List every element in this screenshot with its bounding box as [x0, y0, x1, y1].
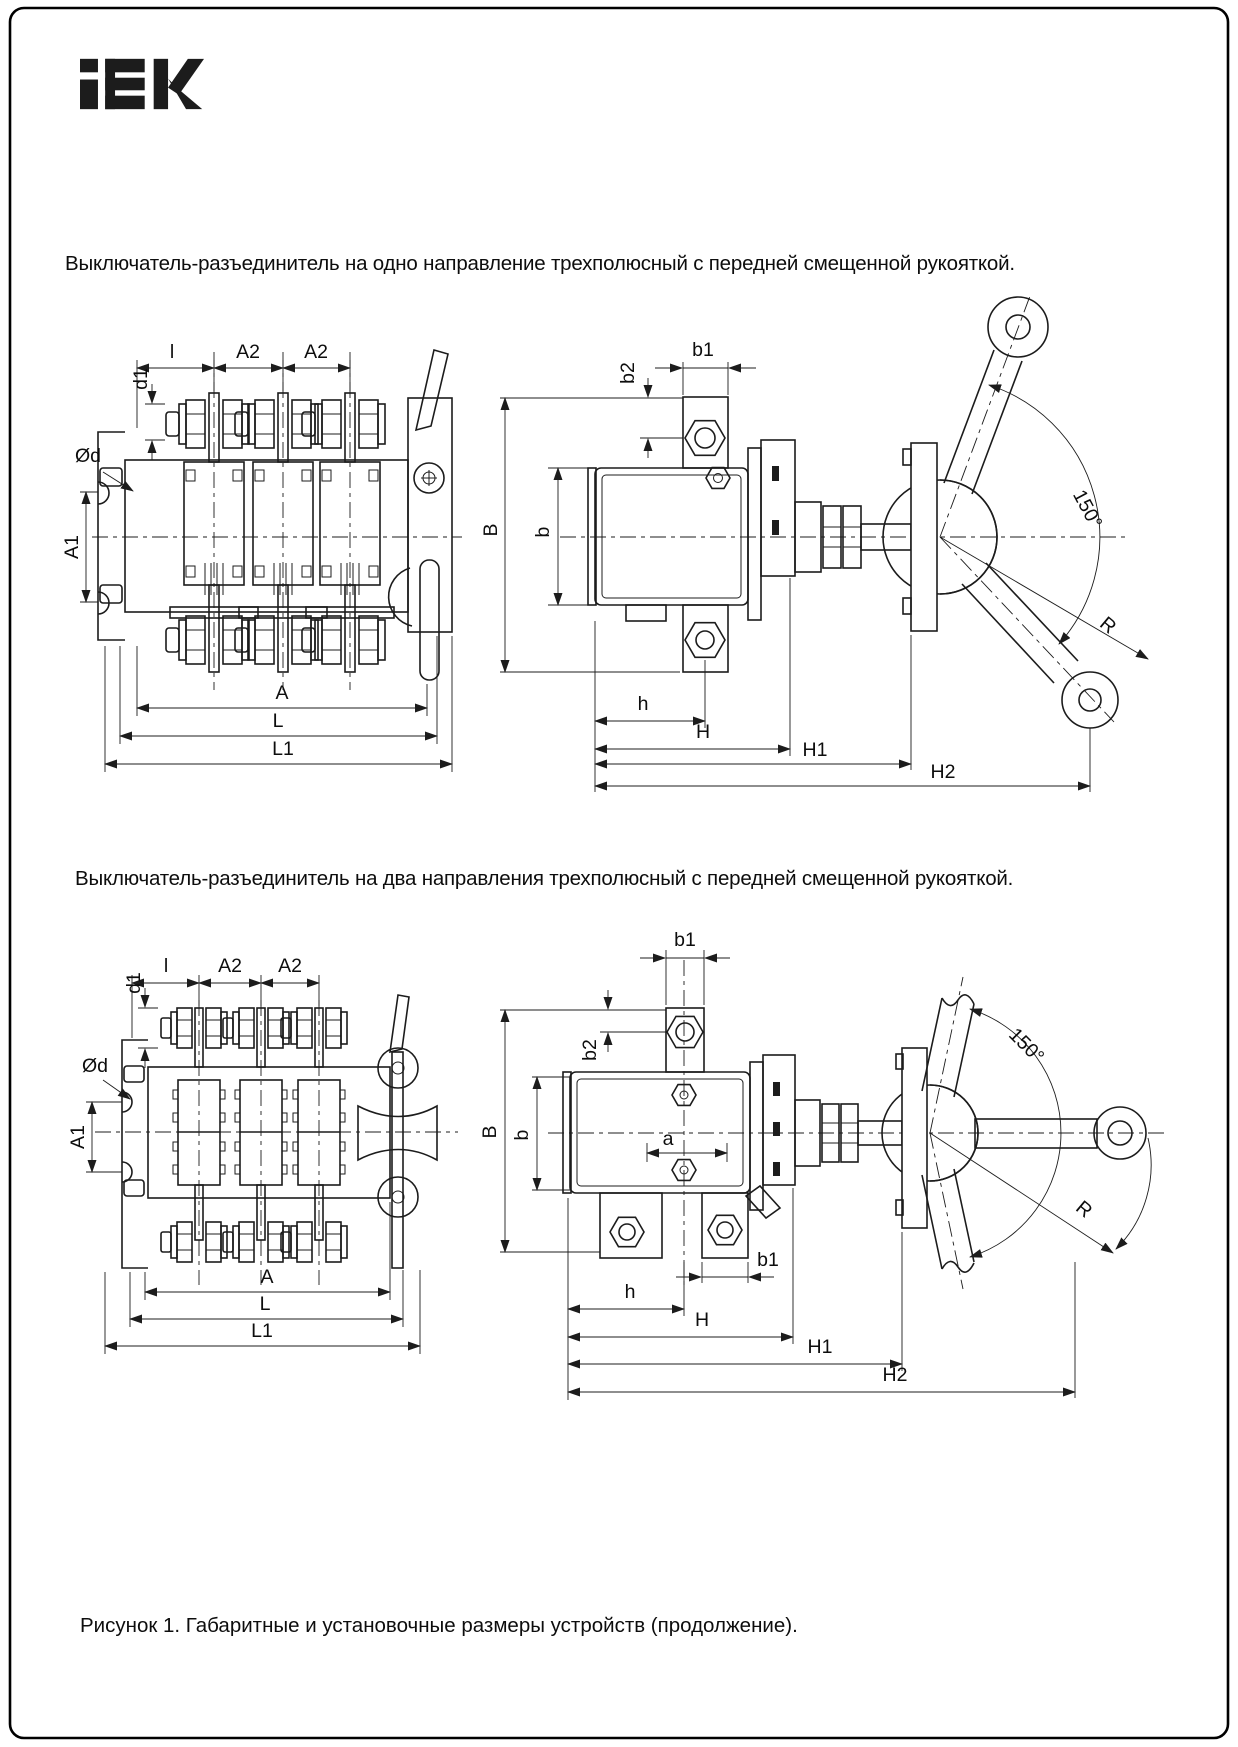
dimension-heights — [568, 1188, 1075, 1400]
d1s-label-b: b — [532, 526, 554, 538]
d2s-label-angle: 150° — [1004, 1023, 1049, 1068]
d1s-label-b2: b2 — [617, 362, 639, 384]
d1f-label-A: A — [275, 682, 289, 704]
dimension-d1 — [130, 368, 165, 460]
dimension-d1 — [123, 972, 158, 1068]
d1f-label-diad: Ød — [74, 445, 102, 467]
drawing2-front-view — [67, 955, 458, 1354]
d2f-label-d1: d1 — [123, 972, 145, 994]
page-border — [10, 8, 1228, 1738]
d2s-label-b1b: b1 — [757, 1249, 779, 1271]
d2f-label-a1: A1 — [67, 1125, 89, 1149]
drawing1-front-view — [61, 341, 462, 772]
handle-front-view — [358, 995, 437, 1268]
handle-front-view — [389, 350, 452, 680]
d1f-label-a2: A2 — [304, 341, 328, 363]
d2f-label-A: A — [260, 1266, 274, 1288]
pole-assembly — [166, 393, 258, 672]
handle-up-position — [922, 977, 974, 1133]
d2s-label-H1: H1 — [807, 1336, 833, 1358]
dimension-b1-top — [640, 929, 730, 1005]
d2f-label-L1: L1 — [251, 1320, 273, 1342]
d2s-label-B: B — [479, 1125, 501, 1139]
d1s-label-r: R — [1095, 612, 1121, 639]
d2s-label-H2: H2 — [882, 1364, 908, 1386]
d1f-label-l: l — [169, 341, 175, 363]
d1s-label-H1: H1 — [802, 739, 828, 761]
figure-caption: Рисунок 1. Габаритные и установочные размеры устройств (продолжение). — [80, 1614, 798, 1637]
d2s-label-b1: b1 — [674, 929, 696, 951]
d2f-label-l: l — [163, 955, 169, 977]
angle-dimension — [940, 385, 1148, 659]
d1f-label-L: L — [272, 710, 284, 732]
d2f-label-L: L — [259, 1293, 271, 1315]
pole-assembly — [223, 1008, 289, 1262]
d1f-label-d1: d1 — [130, 368, 152, 390]
pole-assembly — [302, 393, 394, 672]
d2s-label-a: a — [662, 1128, 674, 1150]
d1s-label-H: H — [695, 721, 711, 743]
d2s-label-b: b — [511, 1129, 533, 1141]
dimension-b2 — [579, 990, 667, 1061]
d1s-label-h: h — [637, 693, 649, 715]
pole-assembly — [281, 1008, 347, 1262]
d2s-label-H: H — [694, 1309, 710, 1331]
dimension-a1 — [61, 492, 98, 602]
dimension-B-b — [480, 398, 683, 672]
d1s-label-H2: H2 — [930, 761, 956, 783]
handle-down-position — [940, 537, 1121, 728]
section2-title: Выключатель-разъединитель на два направления трехполюсный с передней смещенной рукояткой. — [75, 867, 1014, 890]
drawing2-side-view — [479, 929, 1168, 1400]
dimension-heights — [595, 578, 1090, 792]
handle-up-position — [940, 296, 1048, 537]
d2f-label-a2: A2 — [218, 955, 242, 977]
d1s-label-angle: 150° — [1068, 486, 1107, 533]
dimension-B-b — [479, 1010, 666, 1252]
d1f-label-a1: A1 — [61, 535, 83, 559]
d2s-label-h: h — [624, 1281, 636, 1303]
d2s-label-b2: b2 — [579, 1039, 601, 1061]
dimension-a1 — [67, 1102, 122, 1172]
dimension-bottom — [105, 1202, 420, 1354]
dimension-b1-bottom — [676, 1249, 779, 1283]
d1s-label-b1: b1 — [692, 339, 714, 361]
d1f-label-L1: L1 — [272, 738, 294, 760]
d1s-label-B: B — [480, 523, 502, 537]
pole-assembly — [161, 1008, 227, 1262]
d2s-label-r: R — [1071, 1196, 1097, 1223]
drawing1-side-view — [480, 296, 1148, 792]
d2f-label-a2: A2 — [278, 955, 302, 977]
dimension-b2 — [617, 362, 683, 458]
section1-title: Выключатель-разъединитель на одно направление трехполюсный с передней смещенной рукояткой. — [65, 252, 1015, 275]
dimension-b1 — [655, 339, 756, 395]
d1f-label-a2: A2 — [236, 341, 260, 363]
d2f-label-diad: Ød — [81, 1055, 109, 1077]
